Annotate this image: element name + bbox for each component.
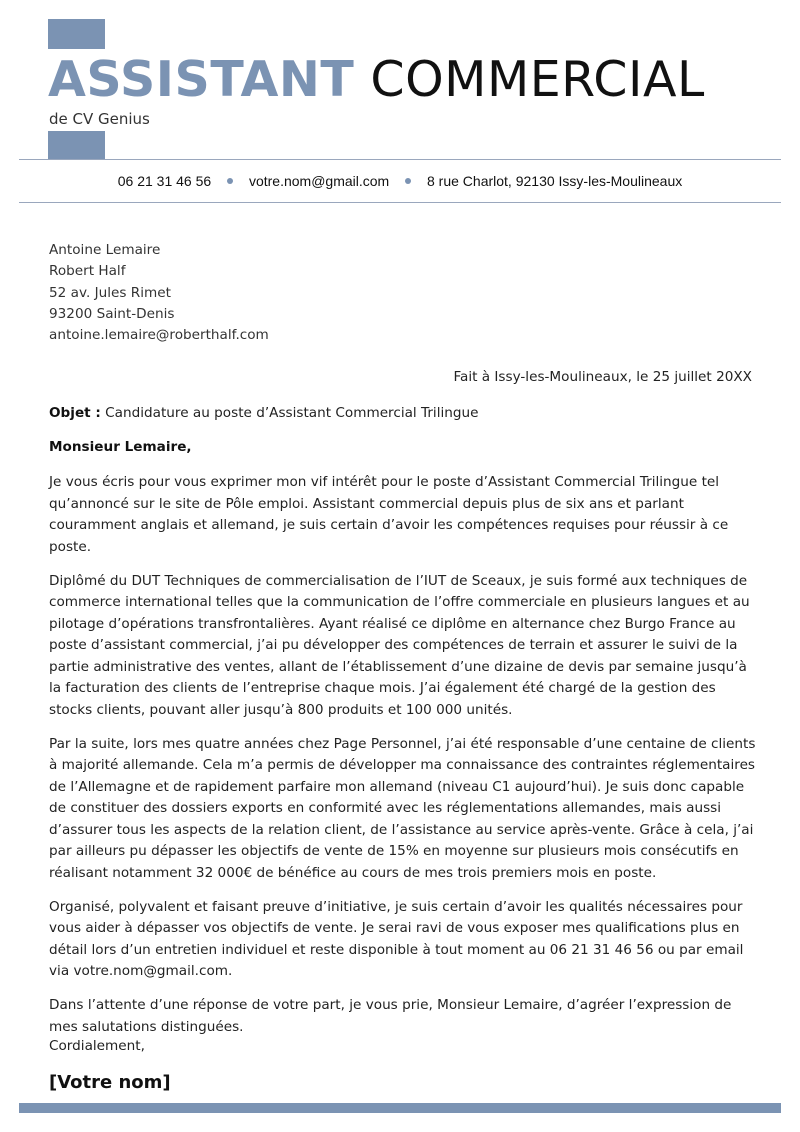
header-accent-block-top (48, 19, 105, 49)
letter-body (49, 472, 761, 1051)
title-rest: COMMERCIAL (370, 51, 705, 108)
contact-phone: 06 21 31 46 56 (117, 173, 212, 190)
subtitle: de CV Genius (49, 110, 150, 128)
body-paragraph: Diplômé du DUT Techniques de commercialisation de l’IUT de Sceaux, je suis formé aux techniques de commerce international telles que la communication de l’offre commerciale en plusieurs langues et au pilotage d’opérations transfrontalières. Ayant réalisé ce diplôme en alternance chez Burgo France au poste d’assistant commercial, j’ai pu développer des compétences de terrain et assurer le suivi de la partie administrative des ventes, allant de l’établissement d’une dizaine de devis par semaine jusqu’à la facturation des clients de l’entreprise chaque mois. J’ai également été chargé de la gestion des stocks clients, pouvant aller jusqu’à 800 produits et 100 000 unités. (49, 572, 750, 718)
bottom-divider (19, 202, 781, 203)
bullet-dot-icon (227, 178, 233, 184)
recipient-city: 93200 Saint-Denis (49, 305, 175, 322)
recipient-street: 52 av. Jules Rimet (49, 284, 171, 301)
subject-line (49, 405, 478, 421)
title-accent: ASSISTANT (48, 51, 355, 108)
contact-bar (0, 172, 800, 189)
footer-bar (19, 1103, 781, 1113)
subject-text: Candidature au poste d’Assistant Commercial Trilingue (105, 405, 479, 421)
recipient-email: antoine.lemaire@roberthalf.com (49, 327, 269, 344)
subject-label: Objet : (49, 405, 101, 421)
top-divider (19, 159, 781, 160)
body-paragraph: Je vous écris pour vous exprimer mon vif intérêt pour le poste d’Assistant Commercial Trilingue tel qu’annoncé sur le site de Pôle emploi. Assistant commercial depuis plus de six ans et parlant couramment anglais et allemand, je suis certain d’avoir les compétences requises pour réussir à ce poste. (49, 474, 729, 555)
body-paragraph: Dans l’attente d’une réponse de votre part, je vous prie, Monsieur Lemaire, d’agréer l’expression de mes salutations distinguées. (49, 997, 732, 1035)
body-paragraph: Organisé, polyvalent et faisant preuve d’initiative, je suis certain d’avoir les qualités nécessaires pour vous aider à dépasser vos objectifs de vente. Je serai ravi de vous exposer mes qualifications plus en détail lors d’un entretien individuel et reste disponible à tout moment au 06 21 31 46 56 ou par email via votre.nom@gmail.com. (49, 898, 744, 979)
recipient-name: Antoine Lemaire (49, 242, 161, 258)
salutation: Monsieur Lemaire, (49, 439, 192, 455)
closing: Cordialement, (49, 1038, 145, 1054)
header-accent-block-bottom (48, 131, 105, 159)
recipient-company: Robert Half (49, 263, 126, 280)
bullet-dot-icon (405, 178, 411, 184)
signature: [Votre nom] (49, 1072, 171, 1093)
page-title (48, 50, 705, 110)
recipient-block (49, 240, 269, 346)
contact-email: votre.nom@gmail.com (248, 173, 390, 190)
contact-address: 8 rue Charlot, 92130 Issy-les-Moulineaux (427, 173, 683, 190)
date-line: Fait à Issy-les-Moulineaux, le 25 juillet 20XX (453, 369, 752, 385)
body-paragraph: Par la suite, lors mes quatre années chez Page Personnel, j’ai été responsable d’une centaine de clients à majorité allemande. Cela m’a permis de développer ma connaissance des contraintes réglementaires de l’Allemagne et de rapidement parfaire mon allemand (niveau C1 aujourd’hui). Je suis donc capable de constituer des dossiers exports en conformité avec les réglementations allemandes, mais aussi d’assurer tous les aspects de la relation client, de l’assistance au service après-vente. Grâce à cela, j’ai par ailleurs pu dépasser les objectifs de vente de 15% en moyenne sur plusieurs mois consécutifs en réalisant notamment 32 000€ de bénéfice au cours de mes trois premiers mois en poste. (49, 735, 756, 881)
